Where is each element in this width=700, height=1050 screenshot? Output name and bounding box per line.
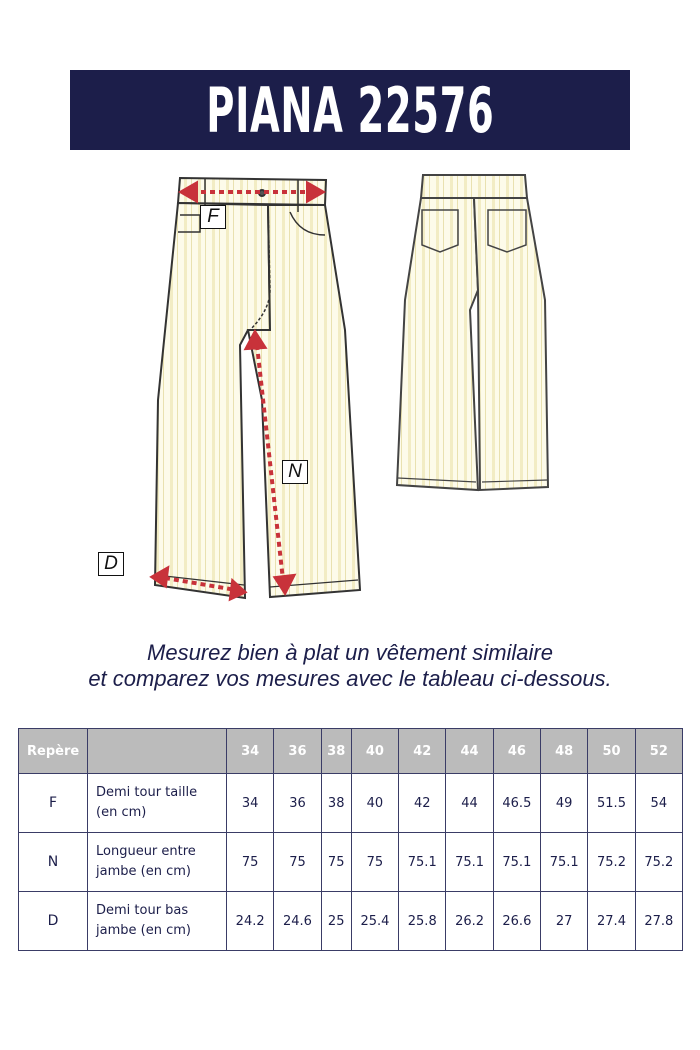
header-size: 46 (493, 729, 540, 774)
table-cell: 51.5 (588, 774, 635, 833)
header-size: 44 (446, 729, 493, 774)
caption-line-1: Mesurez bien à plat un vêtement similaire (147, 640, 553, 665)
table-cell: 27.4 (588, 892, 635, 951)
table-cell: 24.2 (227, 892, 274, 951)
table-cell: 34 (227, 774, 274, 833)
table-header-row (19, 729, 683, 774)
table-cell: 27.8 (635, 892, 682, 951)
marker-n: N (282, 460, 308, 484)
table-cell: 40 (351, 774, 398, 833)
row-label: Demi tour bas jambe (en cm) (88, 892, 227, 951)
table-cell: 75.1 (446, 833, 493, 892)
table-cell: 42 (399, 774, 446, 833)
table-cell: 54 (635, 774, 682, 833)
header-size: 42 (399, 729, 446, 774)
pants-back-sketch (397, 175, 548, 490)
table-cell: 75.1 (399, 833, 446, 892)
table-cell: 75 (351, 833, 398, 892)
measuring-instructions (0, 640, 700, 692)
header-size: 52 (635, 729, 682, 774)
table-cell: 26.2 (446, 892, 493, 951)
table-cell: 44 (446, 774, 493, 833)
table-cell: 46.5 (493, 774, 540, 833)
product-title: PIANA 22576 (205, 73, 495, 147)
table-cell: 75 (321, 833, 351, 892)
table-row (19, 833, 683, 892)
row-code: D (19, 892, 88, 951)
header-description (88, 729, 227, 774)
row-label: Demi tour taille (en cm) (88, 774, 227, 833)
size-chart-table (18, 728, 683, 951)
table-cell: 24.6 (274, 892, 321, 951)
table-cell: 75 (227, 833, 274, 892)
table-row (19, 774, 683, 833)
header-size: 50 (588, 729, 635, 774)
pants-front-sketch (155, 178, 360, 598)
header-size: 34 (227, 729, 274, 774)
marker-d: D (98, 552, 124, 576)
row-code: N (19, 833, 88, 892)
table-cell: 25.8 (399, 892, 446, 951)
header-size: 38 (321, 729, 351, 774)
table-cell: 26.6 (493, 892, 540, 951)
table-cell: 25.4 (351, 892, 398, 951)
table-cell: 75.1 (493, 833, 540, 892)
header-size: 40 (351, 729, 398, 774)
table-cell: 75.2 (588, 833, 635, 892)
marker-f: F (200, 205, 226, 229)
table-cell: 75 (274, 833, 321, 892)
table-cell: 38 (321, 774, 351, 833)
table-cell: 49 (541, 774, 588, 833)
header-repere: Repère (19, 729, 88, 774)
row-label: Longueur entre jambe (en cm) (88, 833, 227, 892)
table-cell: 75.1 (541, 833, 588, 892)
table-cell: 25 (321, 892, 351, 951)
title-banner (70, 70, 630, 150)
table-cell: 36 (274, 774, 321, 833)
table-cell: 75.2 (635, 833, 682, 892)
table-cell: 27 (541, 892, 588, 951)
caption-line-2: et comparez vos mesures avec le tableau ci-dessous. (88, 666, 612, 691)
table-row (19, 892, 683, 951)
header-size: 36 (274, 729, 321, 774)
row-code: F (19, 774, 88, 833)
header-size: 48 (541, 729, 588, 774)
pants-illustration (0, 160, 700, 620)
